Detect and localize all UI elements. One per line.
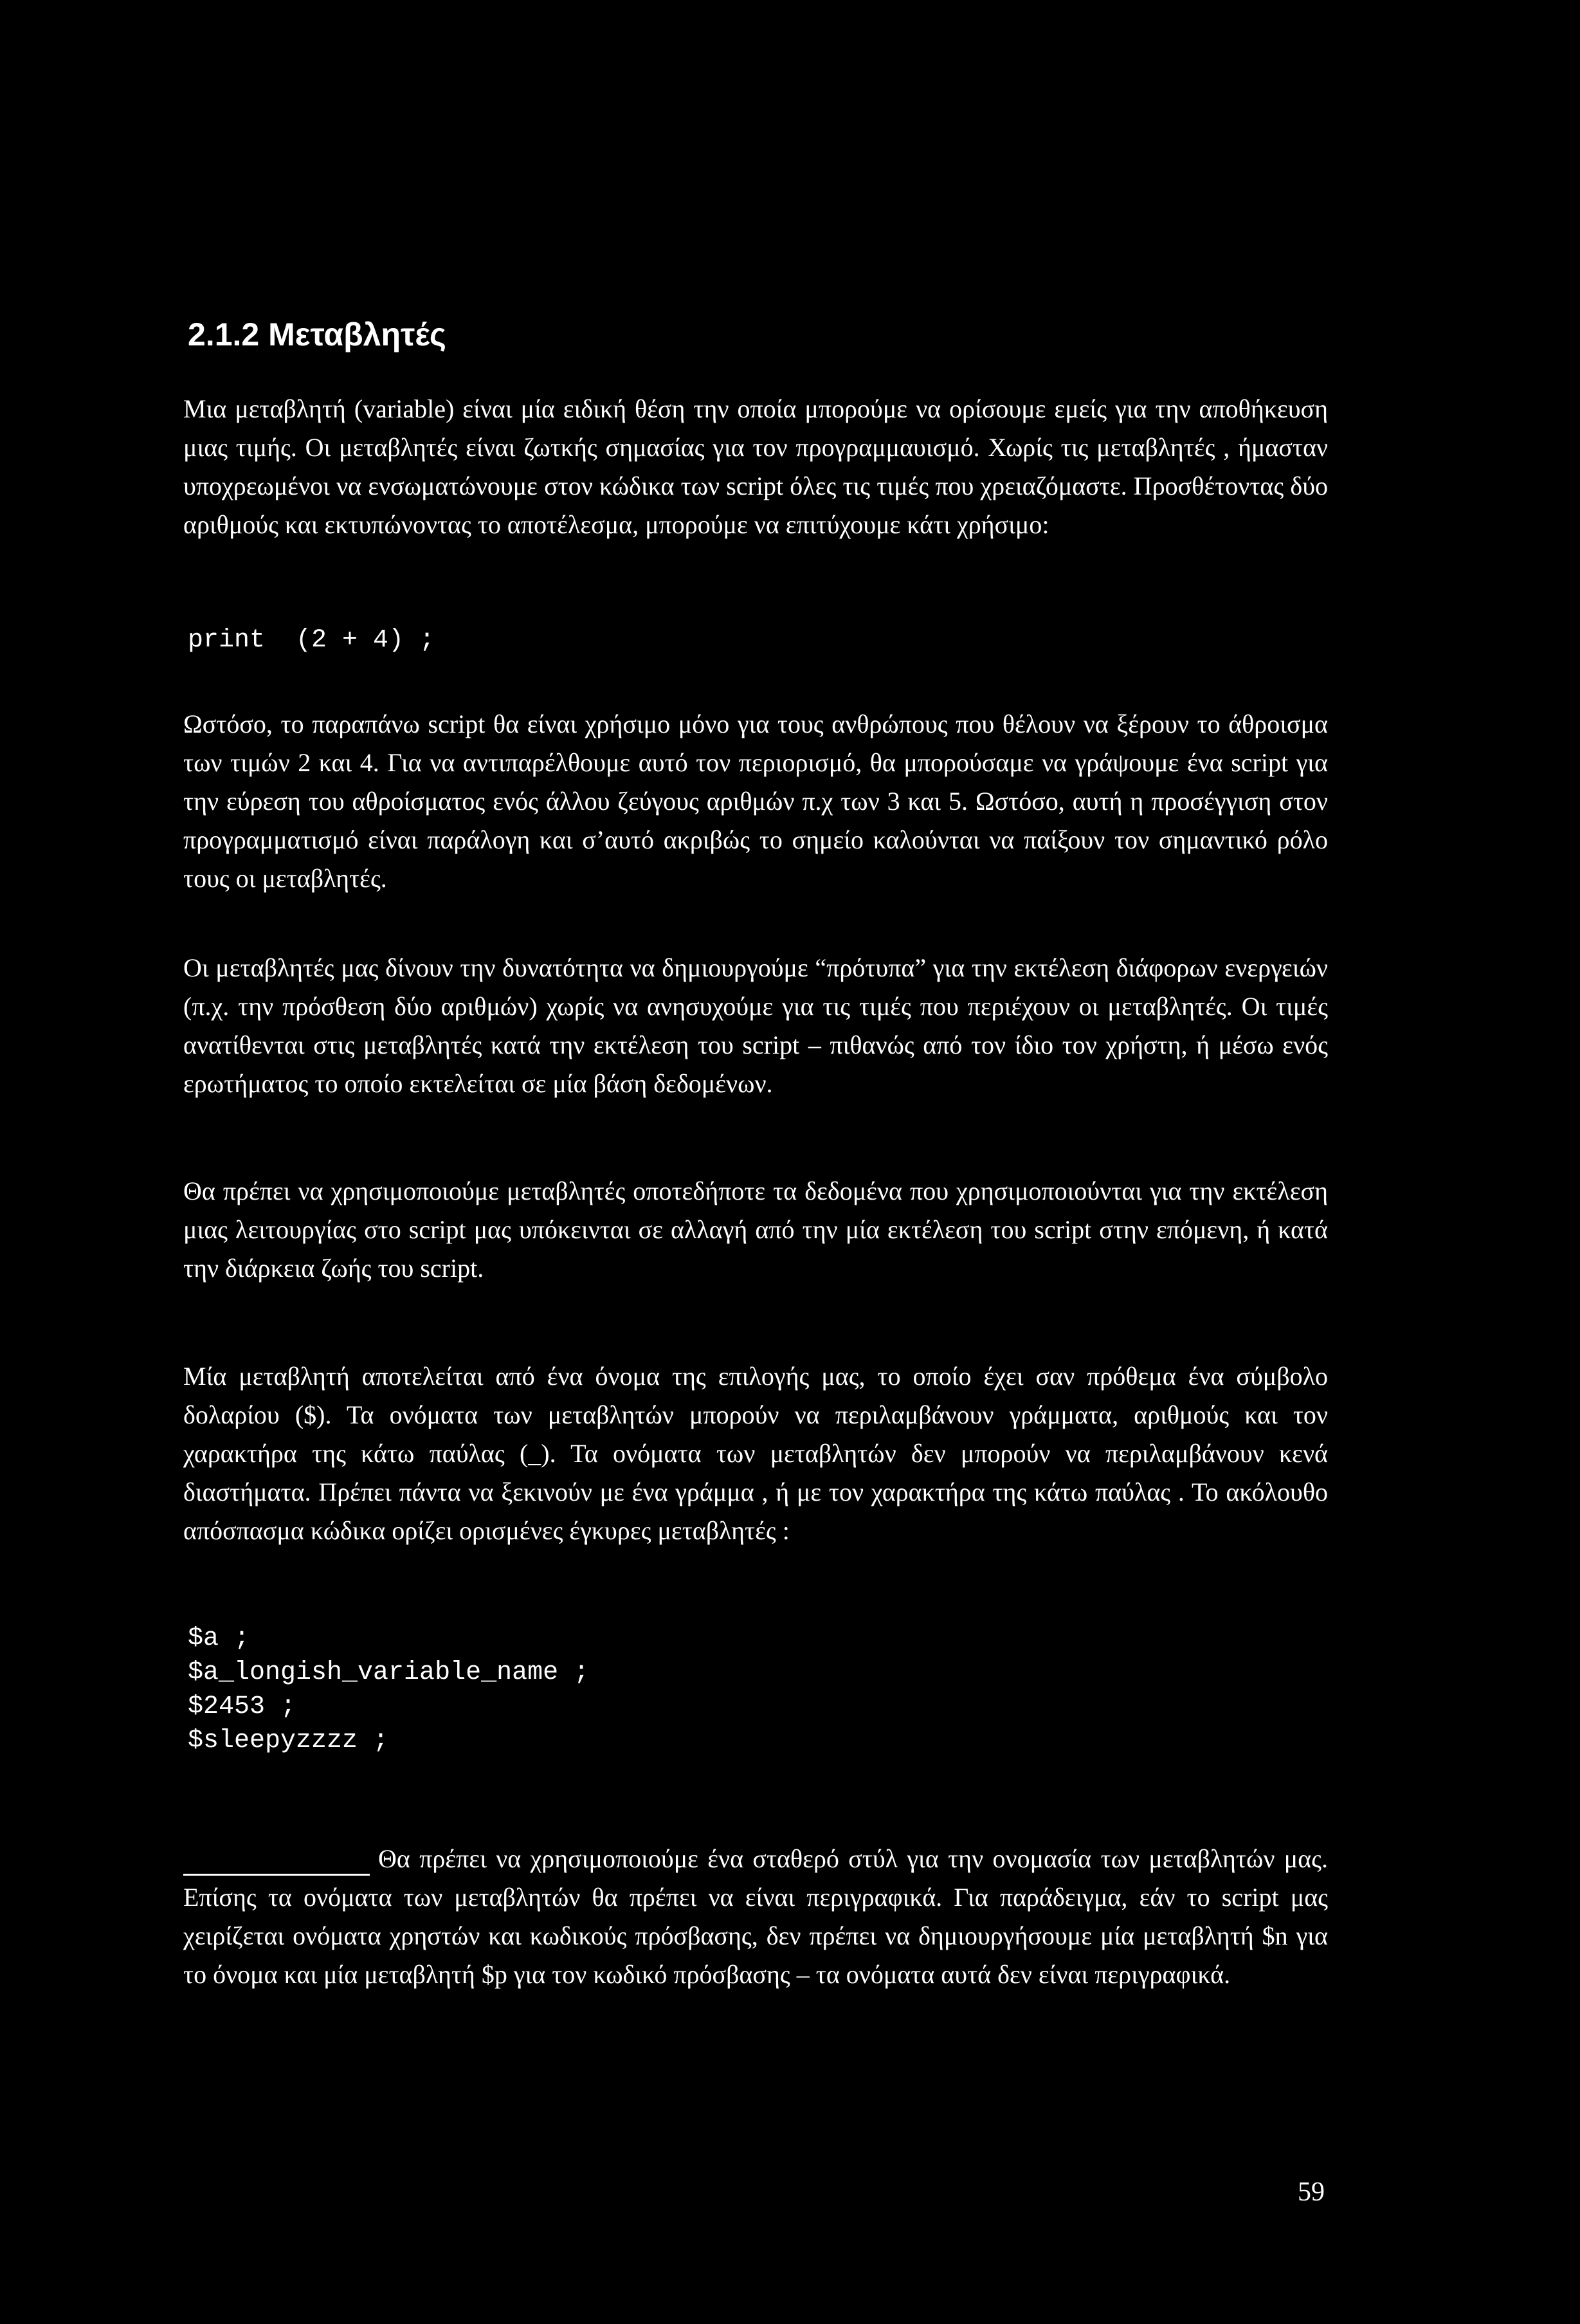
paragraph-naming-rules: Μία μεταβλητή αποτελείται από ένα όνομα της επιλογής μας, το οποίο έχει σαν πρόθεμα ένα σύμβολο δολαρίου ($). Τα ονόματα των μεταβλητών μπορούν να περιλαμβάνουν γράμματα, αριθμούς και τον χαρακτήρα της κάτω παύλας (_). Τα ονόματα των μεταβλητών δεν μπορούν να περιλαμβάνουν κενά διαστήματα. Πρέπει πάντα να ξεκινούν με ένα γράμμα , ή με τον χαρακτήρα της κάτω παύλας . Το ακόλουθο απόσπασμα κώδικα ορίζει ορισμένες έγκυρες μεταβλητές : [183,1362,1328,1545]
paragraph-limitation: Ωστόσο, το παραπάνω script θα είναι χρήσιμο μόνο για τους ανθρώπους που θέλουν να ξέρουν το άθροισμα των τιμών 2 και 4. Για να αντιπαρέλθουμε αυτό τον περιορισμό, θα μπορούσαμε να γράψουμε ένα script για την εύρεση του αθροίσματος ενός άλλου ζεύγους αριθμών π.χ των 3 και 5. Ωστόσο, αυτή η προσέγγιση στον προγραμματισμό είναι παράλογη και σ’αυτό ακριβώς το σημείο καλούνται να παίξουν τον σημαντικό ρόλο τους οι μεταβλητές. [183,709,1328,893]
paragraph-templates: Οι μεταβλητές μας δίνουν την δυνατότητα να δημιουργούμε “πρότυπα” για την εκτέλεση διάφορων ενεργειών (π.χ. την πρόσθεση δύο αριθμών) χωρίς να ανησυχούμε για τις τιμές που περιέχουν οι μεταβλητές. Οι τιμές ανατίθενται στις μεταβλητές κατά την εκτέλεση του script – πιθανώς από τον ίδιο τον χρήστη, ή μέσω ενός ερωτήματος το οποίο εκτελείται σε μία βάση δεδομένων. [183,953,1328,1098]
paragraph-intro: Μια μεταβλητή (variable) είναι μία ειδική θέση την οποία μπορούμε να ορίσουμε εμείς για την αποθήκευση μιας τιμής. Οι μεταβλητές είναι ζωτκής σημασίας για τον προγραμμαυισμό. Χωρίς τις μεταβλητές , ήμασταν υποχρεωμένοι να ενσωματώνουμε στον κώδικα των script όλες τις τιμές που χρειαζόμαστε. Προσθέτοντας δύο αριθμούς και εκτυπώνοντας το αποτέλεσμα, μπορούμε να επιτύχουμε κάτι χρήσιμο: [183,394,1328,539]
code-variable-line: $2453 ; [188,1692,296,1721]
code-variable-line: $a ; [188,1624,250,1653]
paragraph-when-to-use: Θα πρέπει να χρησιμοποιούμε μεταβλητές οποτεδήποτε τα δεδομένα που χρησιμοποιούνται για την εκτέλεση μιας λειτουργίας στο script μας υπόκεινται σε αλλαγή από την μία εκτέλεση του script στην επόμενη, ή κατά την διάρκεια ζωής του script. [183,1176,1328,1283]
section-heading: 2.1.2 Μεταβλητές [188,316,446,352]
page-number: 59 [1298,2177,1325,2207]
code-variable-line: $a_longish_variable_name ; [188,1658,590,1687]
paragraph-style-note: Θα πρέπει να χρησιμοποιούμε ένα σταθερό στύλ για την ονομασία των μεταβλητών μας. Επίσης τα ονόματα των μεταβλητών θα πρέπει να είναι περιγραφικά. Για παράδειγμα, εάν το script μας χειρίζεται ονόματα χρηστών και κωδικούς πρόσβασης, δεν πρέπει να δημιουργήσουμε μία μεταβλητή $n για το όνομα και μία μεταβλητή $p για τον κωδικό πρόσβασης – τα ονόματα αυτά δεν είναι περιγραφικά. [183,1844,1328,1989]
code-variable-line: $sleepyzzzz ; [188,1726,389,1755]
code-print-line: print (2 + 4) ; [188,626,435,655]
